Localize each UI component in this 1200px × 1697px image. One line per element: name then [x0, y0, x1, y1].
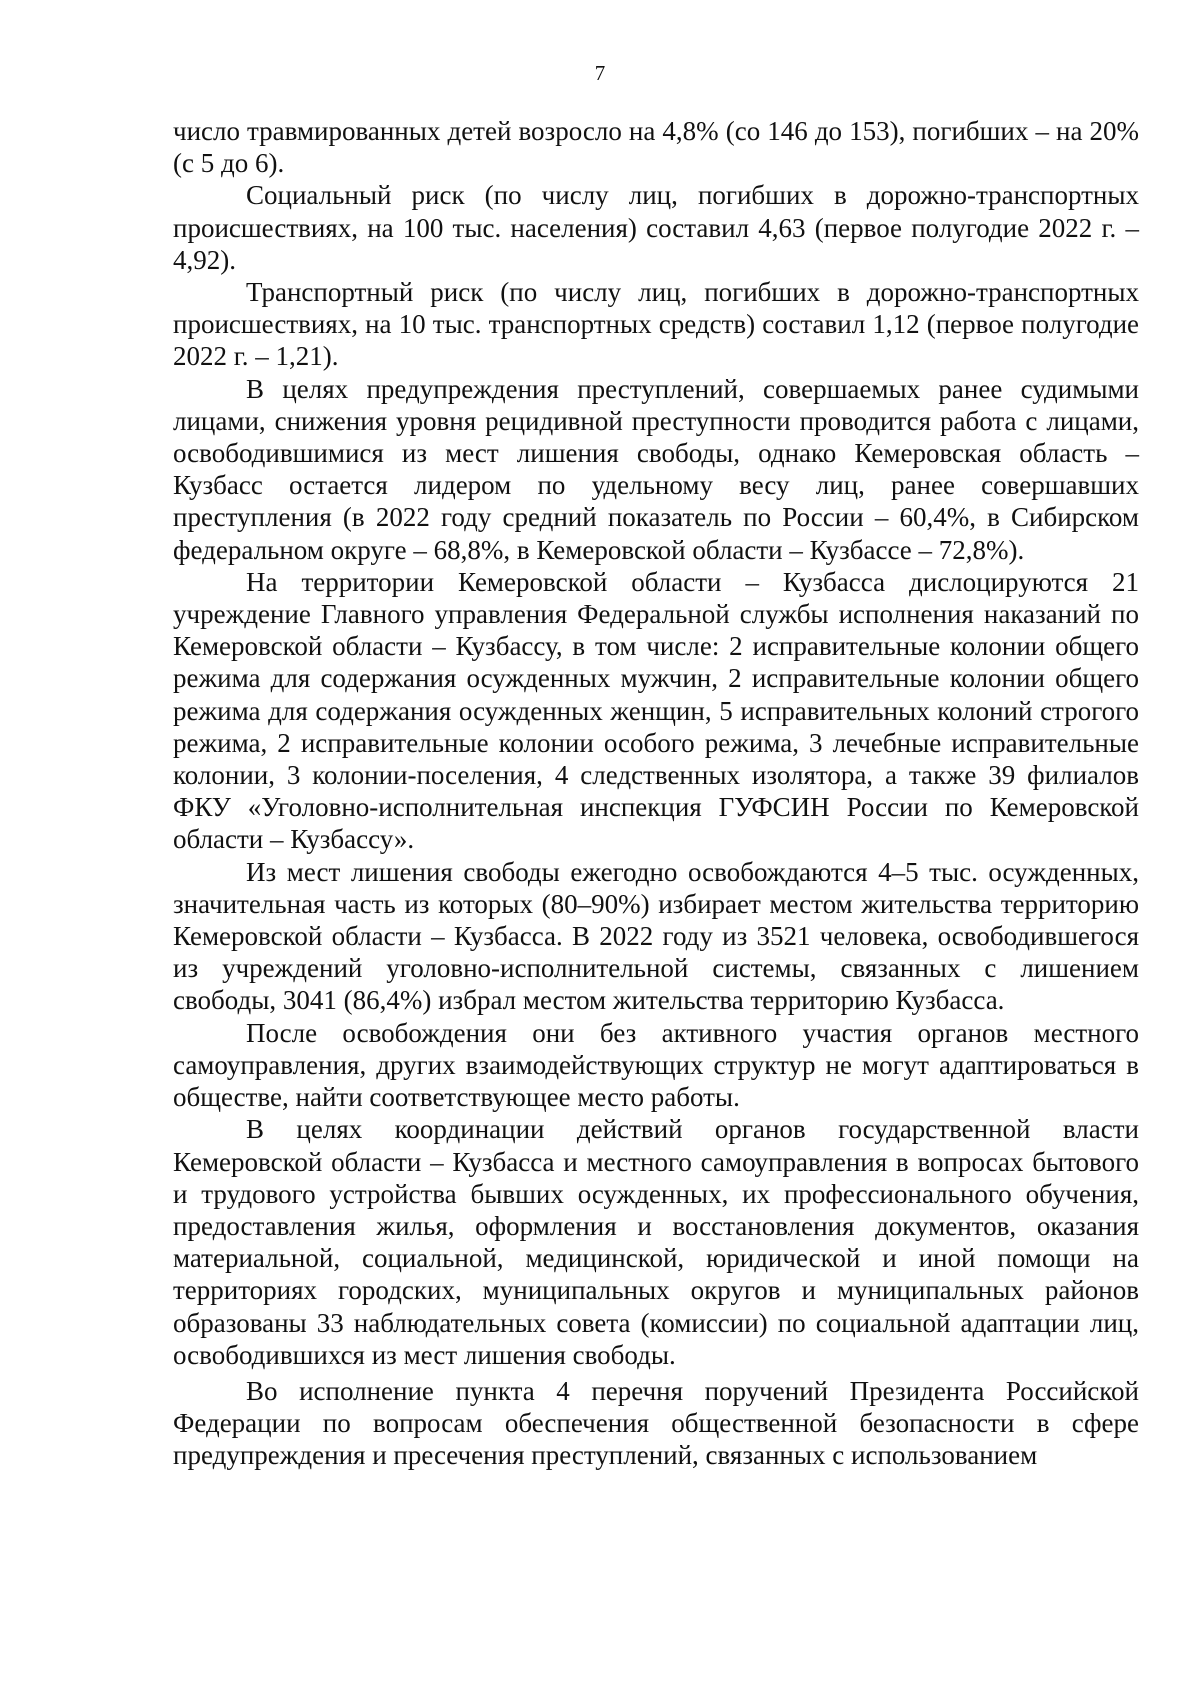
paragraph-presidential-instructions: Во исполнение пункта 4 перечня поручений Президента Российской Федерации по вопросам обеспечения общественной безопасности в сфере предупреждения и пресечения преступлений, связанных с использованием: [173, 1375, 1139, 1471]
paragraph-transport-risk: Транспортный риск (по числу лиц, погибших в дорожно-транспортных происшествиях, на 10 тыс. транспортных средств) составил 1,12 (первое полугодие 2022 г. – 1,21).: [173, 277, 1139, 372]
paragraph-injured-children: число травмированных детей возросло на 4,8% (со 146 до 153), погибших – на 20% (с 5 до 6).: [173, 116, 1139, 179]
page-number: 7: [594, 61, 606, 85]
paragraph-penal-institutions: На территории Кемеровской области – Кузбасса дислоцируются 21 учреждение Главного управления Федеральной службы исполнения наказаний по Кемеровской области – Кузбассу, в том числе: 2 исправительные колонии общего режима для содержания осужденных мужчин, 2 исправительные колонии общего режима для содержания осужденных женщин, 5 исправительных колоний строгого режима, 2 исправительные колонии особого режима, 3 лечебные исправительные колонии, 3 колонии-поселения, 4 следственных изолятора, а также 39 филиалов ФКУ «Уголовно-исполнительная инспекция ГУФСИН России по Кемеровской области – Кузбассу».: [173, 566, 1139, 855]
paragraph-social-risk: Социальный риск (по числу лиц, погибших в дорожно-транспортных происшествиях, на 100 тыс. населения) составил 4,63 (первое полугодие 2022 г. – 4,92).: [173, 180, 1139, 275]
document-body: [173, 115, 1139, 1472]
paragraph-supervisory-councils: В целях координации действий органов государственной власти Кемеровской области – Кузбасса и местного самоуправления в вопросах бытового и трудового устройства бывших осужденных, их профессионального обучения, предоставления жилья, оформления и восстановления документов, оказания материальной, социальной, медицинской, юридической и иной помощи на территориях городских, муниципальных округов и муниципальных районов образованы 33 наблюдательных совета (комиссии) по социальной адаптации лиц, освободившихся из мест лишения свободы.: [173, 1114, 1139, 1370]
paragraph-adaptation: После освобождения они без активного участия органов местного самоуправления, других взаимодействующих структур не могут адаптироваться в обществе, найти соответствующее место работы.: [173, 1017, 1139, 1113]
paragraph-released-convicts: Из мест лишения свободы ежегодно освобождаются 4–5 тыс. осужденных, значительная часть из которых (80–90%) избирает местом жительства территорию Кемеровской области – Кузбасса. В 2022 году из 3521 человека, освободившегося из учреждений уголовно-исполнительной системы, связанных с лишением свободы, 3041 (86,4%) избрал местом жительства территорию Кузбасса.: [173, 856, 1139, 1016]
paragraph-recidivism-prevention: В целях предупреждения преступлений, совершаемых ранее судимыми лицами, снижения уровня рецидивной преступности проводится работа с лицами, освободившимися из мест лишения свободы, однако Кемеровская область – Кузбасс остается лидером по удельному весу лиц, ранее совершавших преступления (в 2022 году средний показатель по России – 60,4%, в Сибирском федеральном округе – 68,8%, в Кемеровской области – Кузбассе – 72,8%).: [173, 373, 1139, 565]
